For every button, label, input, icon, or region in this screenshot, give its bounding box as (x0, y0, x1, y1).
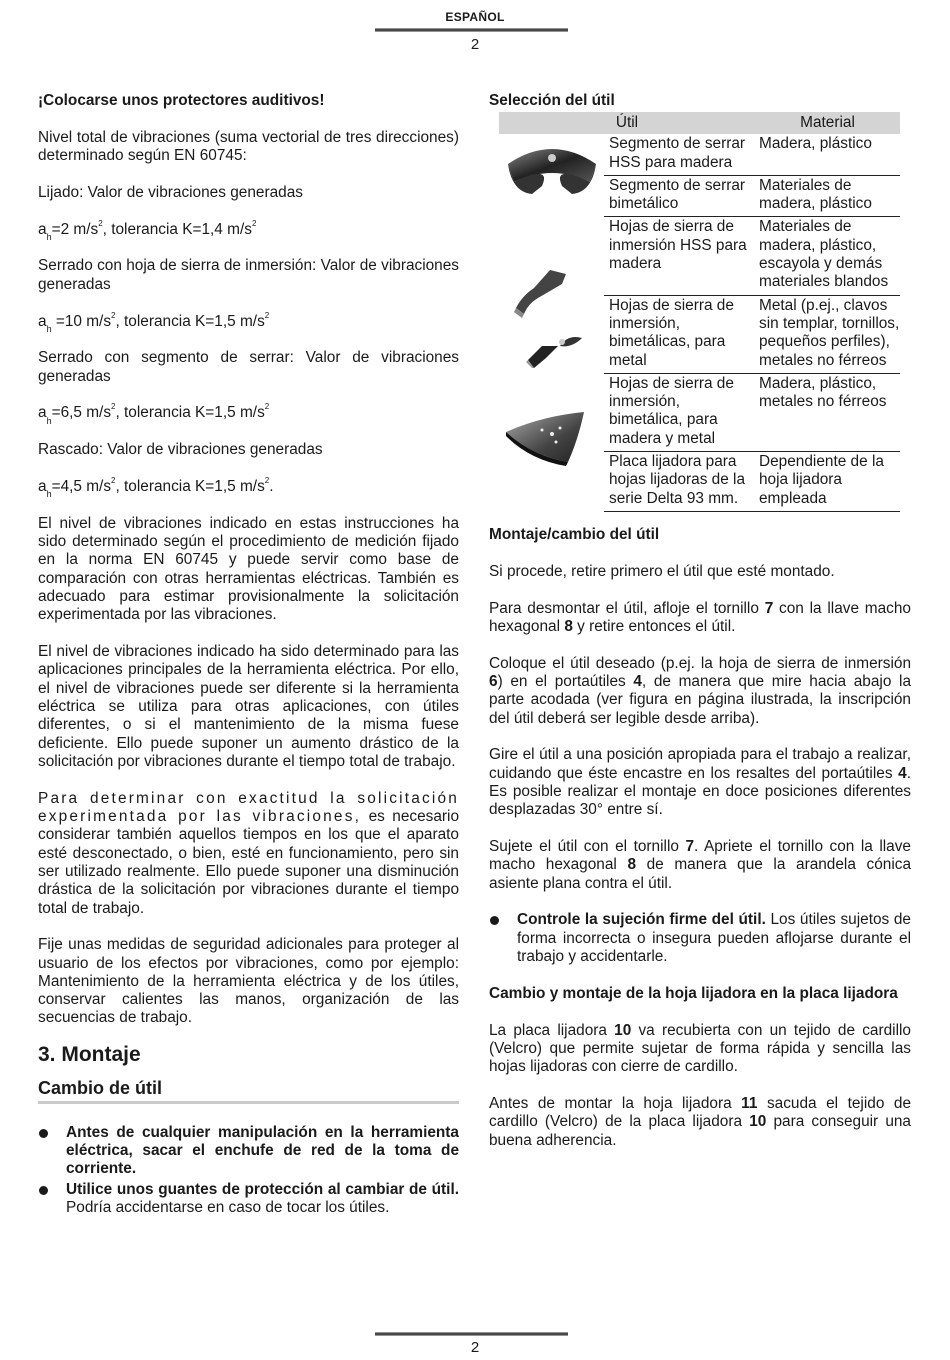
bullet-gloves: Utilice unos guantes de protección al cambiar de útil. Podría accidentarse en caso de tocar los útiles. (38, 1181, 459, 1218)
segment-blade-image (499, 134, 604, 217)
bullet-unplug: Antes de cualquier manipulación en la herramienta eléctrica, sacar el enchufe de red de la toma de corriente. (38, 1124, 459, 1179)
segment-blade-icon (502, 142, 602, 204)
mounting-step-4: Gire el útil a una posición apropiada para el trabajo a realizar, cuidando que éste encastre en los resaltes del portaútiles 4. Es posible realizar el montaje en doce posiciones diferentes desplazadas 30° entre sí. (489, 746, 911, 819)
bullet-dot (39, 1129, 48, 1138)
vibration-paragraph-2: El nivel de vibraciones indicado ha sido determinado para las aplicaciones principales de la herramienta eléctrica. Por ello, el nivel de vibraciones puede ser diferente si la herramienta eléctrica se utiliza para otras aplicaciones, con útiles diferentes, o si el mantenimiento de la misma fuese deficiente. Ello puede suponer un aumento drástico de la solicitación por vibraciones durante el tiempo total de trabajo. (38, 643, 459, 770)
sanding-sheet-title: Cambio y montaje de la hoja lijadora en la placa lijadora (489, 984, 898, 1002)
table-cell-material: Madera, plástico, metales no férreos (755, 373, 900, 451)
table-header-material: Material (755, 112, 900, 134)
table-cell-util: Hojas de sierra de inmersión, bimetálicas, para metal (604, 295, 755, 373)
bullet-dot (39, 1186, 48, 1195)
header-page-number: 2 (470, 36, 480, 53)
table-cell-material: Madera, plástico (755, 134, 900, 175)
mounting-step-1: Si procede, retire primero el útil que esté montado. (489, 562, 835, 580)
table-cell-util: Placa lijadora para hojas lijadoras de la serie Delta 93 mm. (604, 452, 755, 512)
vibration-paragraph-1: El nivel de vibraciones indicado en estas instrucciones ha sido determinado según el procedimiento de medición fijado en la norma EN 60745 y puede servir como base de comparación con otras herramientas eléctricas. También es adecuado para estimar provisionalmente la solicitación experimentada por las vibraciones. (38, 514, 459, 624)
mounting-step-3: Coloque el útil deseado (p.ej. la hoja de sierra de inmersión 6) en el portaútiles 4, de manera que mire hacia abajo la parte acodada (ver figura en página ilustrada, la inscripción del útil deberá ser legible desde arriba). (489, 654, 912, 727)
vibration-intro: Nivel total de vibraciones (suma vectorial de tres direcciones) determinado según EN 60745: (38, 128, 459, 165)
right-column (489, 92, 911, 1168)
tool-selection-title: Selección del útil (489, 92, 615, 109)
scraping-value: $a_h=4,5$ $m/s^2$, tolerancia K=1,5 $m/s^2$. (38, 476, 274, 500)
section-heading-montaje: 3. Montaje (38, 1043, 141, 1067)
vibration-paragraph-3: Para determinar con exactitud la solicitación experimentada por las vibraciones, es necesario considerar también aquellos tiempos en los que el aparato esté desconectado, o bien, esté en funcionamiento, pero sin ser utilizado realmente. Ello puede suponer una disminución drástica de la solicitación por vibraciones durante el tiempo total de trabajo. (38, 789, 460, 917)
table-cell-util: Hojas de sierra de inmersión, bimetálica, para madera y metal (604, 373, 755, 451)
sanding-label: Lijado: Valor de vibraciones generadas (38, 183, 303, 201)
plunge-blade-image (499, 217, 604, 373)
table-cell-material: Dependiente de la hoja lijadora empleada (755, 452, 900, 512)
segment-saw-value: $a_h=6,5$ $m/s^2$, tolerancia K=1,5 $m/s^2$ (38, 402, 270, 426)
mounting-step-2: Para desmontar el útil, afloje el tornillo 7 con la llave macho hexagonal 8 y retire entonces el útil. (489, 599, 911, 635)
sanding-value: $a_h=2$ $m/s^2$, tolerancia K=1,4 $m/s^2$ (38, 218, 257, 242)
footer-rule (375, 1332, 568, 1336)
hearing-protection-note: ¡Colocarse unos protectores auditivos! (38, 92, 325, 109)
header-rule (375, 28, 568, 32)
table-cell-material: Materiales de madera, plástico (755, 175, 900, 217)
left-column (38, 92, 459, 1219)
table-cell-material: Materiales de madera, plástico, escayola y demás materiales blandos (755, 217, 900, 295)
vibration-paragraph-4: Fije unas medidas de seguridad adicionales para proteger al usuario de los efectos por vibraciones, como por ejemplo: Mantenimiento de la herramienta eléctrica y de los útiles, conservar calientes las manos, organización de las secuencias de trabajo. (38, 936, 459, 1027)
bullet-dot (490, 916, 499, 925)
sanding-step-1: La placa lijadora 10 va recubierta con un tejido de cardillo (Velcro) que permite sujetar de forma rápida y sencilla las hojas lijadoras con cierre de cardillo. (489, 1021, 911, 1076)
plunge-blade-icon (502, 218, 602, 368)
sanding-plate-icon (502, 400, 602, 480)
table-cell-util: Segmento de serrar HSS para madera (604, 134, 755, 175)
plunge-saw-value: $a_h =10$ $m/s^2$, tolerancia K=1,5 $m/s^2$ (38, 310, 270, 334)
segment-saw-label: Serrado con segmento de serrar: Valor de vibraciones generadas (38, 349, 459, 385)
mounting-step-5: Sujete el útil con el tornillo 7. Apriete el tornillo con la llave macho hexagonal 8 de manera que la arandela cónica asiente plana contra el útil. (489, 838, 912, 892)
header-language: ESPAÑOL (445, 10, 505, 24)
table-cell-material: Metal (p.ej., clavos sin templar, tornillos, pequeños perfiles), metales no férreos (755, 295, 900, 373)
sanding-step-2: Antes de montar la hoja lijadora 11 sacuda el tejido de cardillo (Velcro) de la placa lijadora 10 para conseguir una buena adherencia. (489, 1094, 912, 1149)
tool-selection-table (499, 112, 900, 512)
footer-page-number: 2 (470, 1339, 480, 1356)
plunge-saw-label: Serrado con hoja de sierra de inmersión: Valor de vibraciones generadas (38, 257, 459, 293)
subsection-heading-cambio: Cambio de útil (38, 1079, 459, 1104)
mounting-title: Montaje/cambio del útil (489, 525, 660, 543)
table-header-util: Útil (499, 112, 755, 134)
scraping-label: Rascado: Valor de vibraciones generadas (38, 441, 323, 459)
table-cell-util: Hojas de sierra de inmersión HSS para madera (604, 217, 755, 295)
table-cell-util: Segmento de serrar bimetálico (604, 175, 755, 217)
sanding-plate-image (499, 373, 604, 511)
bullet-check-fastening: Controle la sujeción firme del útil. Los útiles sujetos de forma incorrecta o insegura pueden aflojarse durante el trabajo y accidentarle. (489, 911, 911, 966)
